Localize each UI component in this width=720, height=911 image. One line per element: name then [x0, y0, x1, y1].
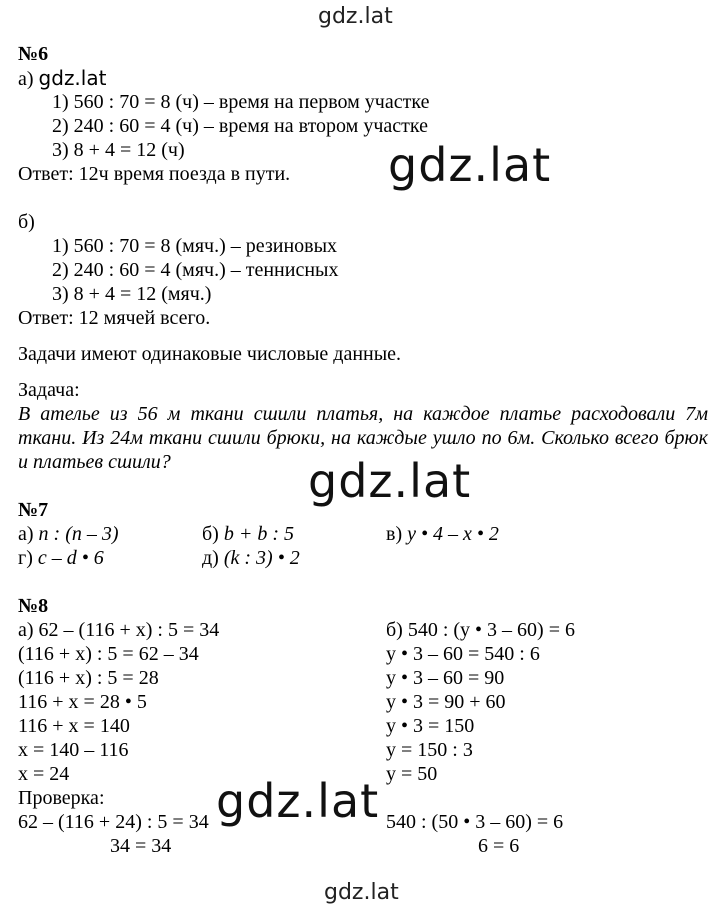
expression: y • 4 – x • 2	[407, 523, 499, 545]
check-line: 6 = 6	[478, 835, 520, 857]
equation-line: y • 3 = 150	[386, 715, 475, 737]
equation-line: 116 + x = 28 • 5	[18, 691, 147, 713]
equation-line: y • 3 – 60 = 540 : 6	[386, 643, 540, 665]
check-line: 62 – (116 + 24) : 5 = 34	[18, 811, 209, 833]
expression-item	[202, 522, 294, 546]
watermark-big: gdz.lat	[388, 138, 552, 192]
solution-line: 2) 240 : 60 = 4 (ч) – время на втором участке	[52, 115, 428, 137]
expression: n : (n – 3)	[38, 523, 119, 545]
expression-label: д)	[202, 547, 219, 569]
expression: c – d • 6	[37, 547, 104, 569]
task-7-title: №7	[18, 499, 49, 521]
solution-line: 2) 240 : 60 = 4 (мяч.) – теннисных	[52, 259, 339, 281]
expression-label: в)	[386, 523, 403, 545]
expression-label: а)	[18, 523, 34, 545]
expression-item	[18, 522, 119, 546]
expression-label: б)	[202, 523, 219, 545]
expression-item	[386, 522, 499, 546]
note-text: Задачи имеют одинаковые числовые данные.	[18, 343, 402, 365]
answer-a: Ответ: 12ч время поезда в пути.	[18, 163, 291, 185]
watermark-big: gdz.lat	[216, 774, 380, 828]
part-a-letter: а)	[18, 68, 34, 90]
part-a-label	[18, 66, 106, 91]
watermark-big: gdz.lat	[308, 454, 472, 508]
task-6-title: №6	[18, 43, 49, 65]
equation-line: y = 150 : 3	[386, 739, 473, 761]
task-8-title: №8	[18, 595, 49, 617]
expression-item	[18, 546, 104, 570]
expression: b + b : 5	[223, 523, 294, 545]
solution-line: 3) 8 + 4 = 12 (мяч.)	[52, 283, 212, 305]
answer-b: Ответ: 12 мячей всего.	[18, 307, 211, 329]
task-text: В ателье из 56 м ткани сшили платья, на каждое платье расходовали 7м ткани. Из 24м ткани сшили брюки, на каждые ушло по 6м. Сколько всего брюк и платьев сшили?	[18, 403, 708, 473]
equation-line: (116 + x) : 5 = 28	[18, 667, 159, 689]
equation-line: y = 50	[386, 763, 438, 785]
check-label: Проверка:	[18, 787, 105, 809]
expression-item	[202, 546, 300, 570]
equation-line: x = 140 – 116	[18, 739, 129, 761]
task-label: Задача:	[18, 379, 80, 401]
part-b-label: б)	[18, 211, 35, 233]
equation-line: x = 24	[18, 763, 70, 785]
expression-label: г)	[18, 547, 33, 569]
header-watermark: gdz.lat	[318, 4, 393, 29]
check-line: 34 = 34	[110, 835, 172, 857]
inline-watermark: gdz.lat	[38, 66, 107, 90]
equation-line: б) 540 : (y • 3 – 60) = 6	[386, 619, 575, 641]
expression: (k : 3) • 2	[223, 547, 300, 569]
check-line: 540 : (50 • 3 – 60) = 6	[386, 811, 564, 833]
equation-line: y • 3 – 60 = 90	[386, 667, 505, 689]
solution-line: 1) 560 : 70 = 8 (мяч.) – резиновых	[52, 235, 338, 257]
equation-line: (116 + x) : 5 = 62 – 34	[18, 643, 199, 665]
equation-line: а) 62 – (116 + x) : 5 = 34	[18, 619, 220, 641]
equation-line: y • 3 = 90 + 60	[386, 691, 506, 713]
footer-watermark: gdz.lat	[324, 880, 399, 905]
solution-line: 3) 8 + 4 = 12 (ч)	[52, 139, 185, 161]
solution-line: 1) 560 : 70 = 8 (ч) – время на первом участке	[52, 91, 430, 113]
equation-line: 116 + x = 140	[18, 715, 130, 737]
